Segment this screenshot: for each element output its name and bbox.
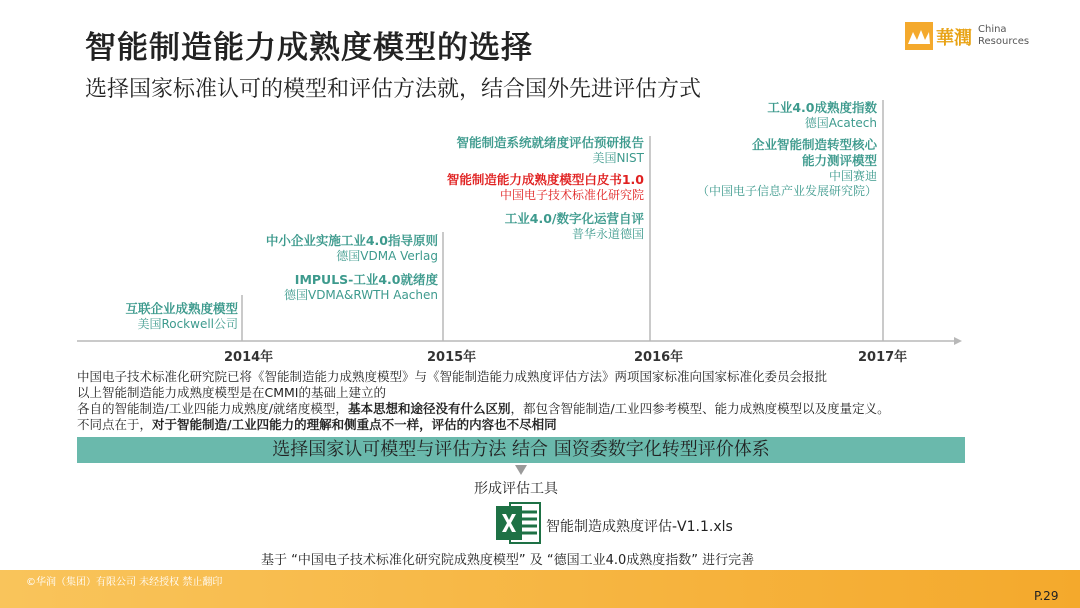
timeline-item [767, 100, 877, 131]
paragraph-line-3-c: ，都包含智能制造/工业四参考模型、能力成熟度模型以及度量定义。 [510, 401, 890, 416]
year-label-2016: 2016年 [634, 350, 684, 365]
timeline-item-title: 中小企业实施工业4.0指导原则 [265, 233, 438, 248]
year-label-2017: 2017年 [858, 350, 908, 365]
timeline-item-source: 中国电子技术标准化研究院 [499, 188, 644, 202]
timeline-item-title-line2: 能力测评模型 [801, 153, 877, 168]
logo-english-line1: China [978, 24, 1007, 35]
excel-file-icon[interactable] [494, 500, 542, 546]
copyright-text: ©华润（集团）有限公司 未经授权 禁止翻印 [26, 577, 223, 588]
paragraph-line-2: 以上智能制造能力成熟度模型是在CMMI的基础上建立的 [77, 385, 386, 400]
timeline-item-title-line1: 企业智能制造转型核心 [751, 137, 877, 152]
timeline-item [125, 301, 238, 332]
page-subtitle: 选择国家标准认可的模型和评估方法就，结合国外先进评估方式 [85, 77, 702, 102]
logo-english-line2: Resources [978, 36, 1030, 47]
down-arrow-icon [514, 463, 528, 477]
year-label-2015: 2015年 [427, 350, 477, 365]
timeline-item-source: 美国NIST [592, 151, 644, 165]
timeline-arrow-icon [954, 337, 962, 345]
timeline-item-title: 智能制造系统就绪度评估预研报告 [456, 135, 644, 150]
form-tool-label: 形成评估工具 [474, 481, 558, 497]
paragraph-line-4 [77, 417, 557, 433]
page-title: 智能制造能力成熟度模型的选择 [85, 30, 533, 66]
timeline-item-title: 工业4.0/数字化运营自评 [504, 211, 644, 226]
timeline-item-source: 德国VDMA&RWTH Aachen [283, 288, 438, 302]
selection-banner: 选择国家认可模型与评估方法 结合 国资委数字化转型评价体系 [77, 437, 965, 463]
timeline-item-source: 美国Rockwell公司 [137, 317, 238, 331]
paragraph-line-3-a: 各自的智能制造/工业四能力成熟度/就绪度模型， [77, 401, 348, 416]
year-label-2014: 2014年 [224, 350, 274, 365]
timeline-item-title: 智能制造能力成熟度模型白皮书1.0 [446, 172, 644, 187]
timeline-item [505, 211, 644, 242]
logo-chinese-text: 華潤 [936, 28, 972, 49]
based-on-text: 基于 “中国电子技术标准化研究院成熟度模型” 及 “德国工业4.0成熟度指数” 进行完善 [261, 553, 755, 568]
timeline-item [697, 137, 877, 199]
timeline-item-source: 德国Acatech [804, 116, 877, 130]
paragraph-line-3 [77, 401, 890, 417]
timeline-item [266, 233, 438, 264]
timeline-item-title: 互联企业成熟度模型 [125, 301, 238, 316]
timeline-item-source: 中国赛迪 [828, 169, 877, 183]
timeline-item-title: IMPULS-工业4.0就绪度 [294, 272, 438, 287]
paragraph-line-1: 中国电子技术标准化研究院已将《智能制造能力成熟度模型》与《智能制造能力成熟度评估方法》两项国家标准向国家标准化委员会报批 [77, 369, 828, 384]
timeline-item-highlighted [447, 172, 644, 203]
page-number: P.29 [1034, 589, 1059, 603]
paragraph-line-4-a: 不同点在于， [77, 417, 153, 432]
timeline-item [284, 272, 438, 303]
timeline-item-source: 德国VDMA Verlag [336, 249, 438, 263]
timeline-item [456, 135, 644, 166]
timeline-item-title: 工业4.0成熟度指数 [767, 100, 877, 115]
timeline-item-source: 普华永道德国 [571, 227, 644, 241]
timeline-item-source-note: （中国电子信息产业发展研究院） [696, 184, 877, 198]
excel-file-name[interactable]: 智能制造成熟度评估-V1.1.xls [546, 519, 733, 535]
paragraph-line-4-bold: 对于智能制造/工业四能力的理解和侧重点不一样，评估的内容也不尽相同 [152, 417, 557, 432]
paragraph-line-3-bold: 基本思想和途径没有什么区别 [347, 401, 511, 416]
